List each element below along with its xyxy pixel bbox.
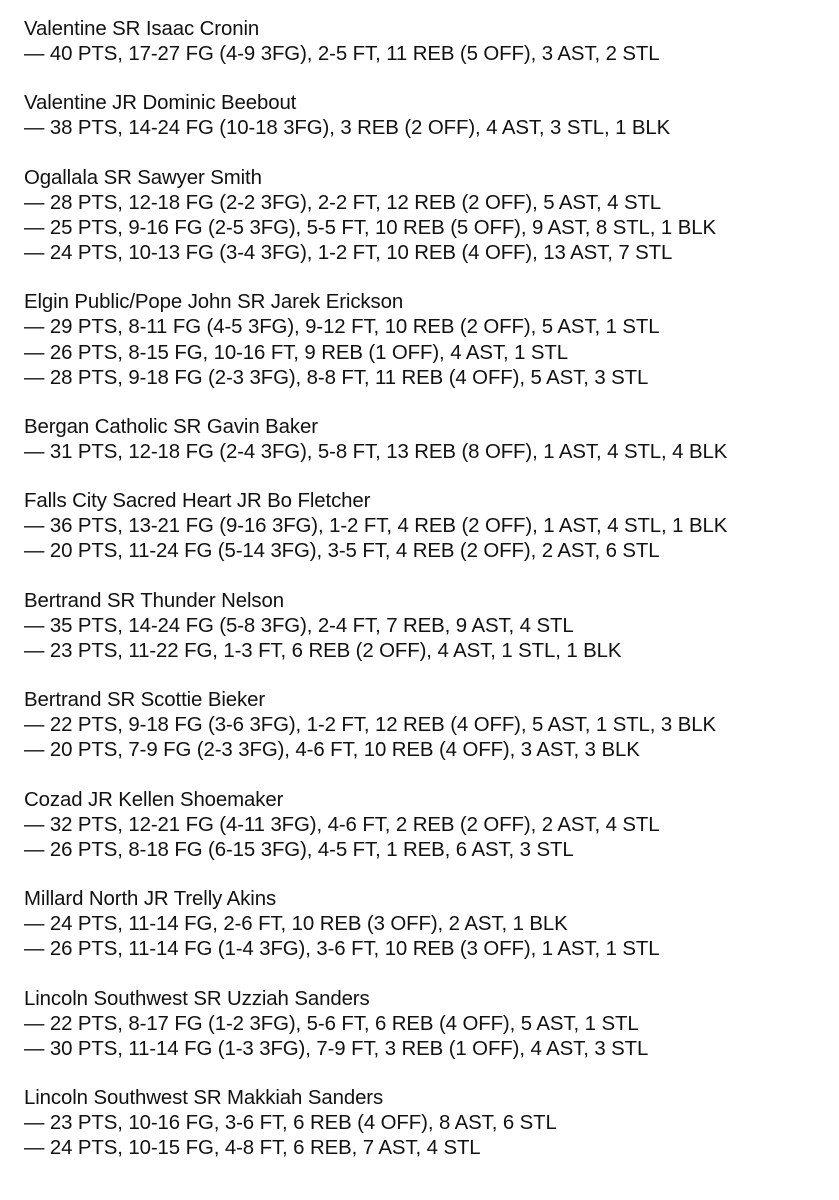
- game-stat-line: — 23 PTS, 10-16 FG, 3-6 FT, 6 REB (4 OFF), 8 AST, 6 STL: [24, 1112, 557, 1135]
- game-stat-line: — 32 PTS, 12-21 FG (4-11 3FG), 4-6 FT, 2 REB (2 OFF), 2 AST, 4 STL: [24, 813, 660, 836]
- game-stat-line: — 38 PTS, 14-24 FG (10-18 3FG), 3 REB (2 OFF), 4 AST, 3 STL, 1 BLK: [24, 117, 671, 140]
- player-name: Ogallala SR Sawyer Smith: [24, 166, 262, 189]
- game-stat-line: — 29 PTS, 8-11 FG (4-5 3FG), 9-12 FT, 10 REB (2 OFF), 5 AST, 1 STL: [24, 316, 660, 339]
- game-stat-line: — 36 PTS, 13-21 FG (9-16 3FG), 1-2 FT, 4 REB (2 OFF), 1 AST, 4 STL, 1 BLK: [24, 515, 728, 538]
- player-entry: [24, 489, 839, 564]
- game-stat-line: — 22 PTS, 8-17 FG (1-2 3FG), 5-6 FT, 6 REB (4 OFF), 5 AST, 1 STL: [24, 1012, 639, 1035]
- player-entry: [24, 17, 839, 67]
- game-stat-line: — 26 PTS, 11-14 FG (1-4 3FG), 3-6 FT, 10 REB (3 OFF), 1 AST, 1 STL: [24, 938, 660, 961]
- game-stat-line: — 20 PTS, 11-24 FG (5-14 3FG), 3-5 FT, 4 REB (2 OFF), 2 AST, 6 STL: [24, 540, 660, 563]
- player-name: Lincoln Southwest SR Makkiah Sanders: [24, 1087, 384, 1110]
- game-stat-line: — 22 PTS, 9-18 FG (3-6 3FG), 1-2 FT, 12 REB (4 OFF), 5 AST, 1 STL, 3 BLK: [24, 714, 716, 737]
- game-stat-line: — 23 PTS, 11-22 FG, 1-3 FT, 6 REB (2 OFF), 4 AST, 1 STL, 1 BLK: [24, 639, 622, 662]
- player-entry: [24, 166, 839, 266]
- game-stat-line: — 31 PTS, 12-18 FG (2-4 3FG), 5-8 FT, 13 REB (8 OFF), 1 AST, 4 STL, 4 BLK: [24, 440, 728, 463]
- game-stat-line: — 30 PTS, 11-14 FG (1-3 3FG), 7-9 FT, 3 REB (1 OFF), 4 AST, 3 STL: [24, 1037, 649, 1060]
- player-name: Falls City Sacred Heart JR Bo Fletcher: [24, 490, 371, 513]
- player-name: Lincoln Southwest SR Uzziah Sanders: [24, 987, 370, 1010]
- game-stat-line: — 25 PTS, 9-16 FG (2-5 3FG), 5-5 FT, 10 REB (5 OFF), 9 AST, 8 STL, 1 BLK: [24, 216, 716, 239]
- player-name: Valentine SR Isaac Cronin: [24, 18, 260, 40]
- player-name: Bergan Catholic SR Gavin Baker: [24, 415, 318, 438]
- game-stat-line: — 24 PTS, 11-14 FG, 2-6 FT, 10 REB (3 OFF), 2 AST, 1 BLK: [24, 913, 568, 936]
- game-stat-line: — 26 PTS, 8-15 FG, 10-16 FT, 9 REB (1 OFF), 4 AST, 1 STL: [24, 341, 568, 364]
- player-name: Bertrand SR Scottie Bieker: [24, 689, 266, 712]
- game-stat-line: — 24 PTS, 10-15 FG, 4-8 FT, 6 REB, 7 AST, 4 STL: [24, 1137, 481, 1160]
- game-stat-line: — 24 PTS, 10-13 FG (3-4 3FG), 1-2 FT, 10 REB (4 OFF), 13 AST, 7 STL: [24, 242, 673, 265]
- player-name: Bertrand SR Thunder Nelson: [24, 589, 284, 612]
- player-entry: [24, 91, 839, 141]
- player-entry: [24, 788, 839, 863]
- player-entry: [24, 987, 839, 1062]
- game-stat-line: — 35 PTS, 14-24 FG (5-8 3FG), 2-4 FT, 7 REB, 9 AST, 4 STL: [24, 614, 574, 637]
- player-name: Valentine JR Dominic Beebout: [24, 92, 297, 115]
- game-stat-line: — 20 PTS, 7-9 FG (2-3 3FG), 4-6 FT, 10 REB (4 OFF), 3 AST, 3 BLK: [24, 739, 640, 762]
- player-entry: [24, 589, 839, 664]
- game-stat-line: — 26 PTS, 8-18 FG (6-15 3FG), 4-5 FT, 1 REB, 6 AST, 3 STL: [24, 838, 574, 861]
- player-entry: [24, 415, 839, 465]
- game-stat-line: — 28 PTS, 9-18 FG (2-3 3FG), 8-8 FT, 11 REB (4 OFF), 5 AST, 3 STL: [24, 366, 649, 389]
- player-entry: [24, 688, 839, 763]
- game-stat-line: — 28 PTS, 12-18 FG (2-2 3FG), 2-2 FT, 12 REB (2 OFF), 5 AST, 4 STL: [24, 191, 662, 214]
- player-name: Cozad JR Kellen Shoemaker: [24, 788, 284, 811]
- player-entry: [24, 1086, 839, 1161]
- player-name: Millard North JR Trelly Akins: [24, 888, 277, 911]
- game-stat-line: — 40 PTS, 17-27 FG (4-9 3FG), 2-5 FT, 11 REB (5 OFF), 3 AST, 2 STL: [24, 43, 660, 66]
- player-name: Elgin Public/Pope John SR Jarek Erickson: [24, 291, 404, 314]
- player-entry: [24, 290, 839, 390]
- player-entry: [24, 887, 839, 962]
